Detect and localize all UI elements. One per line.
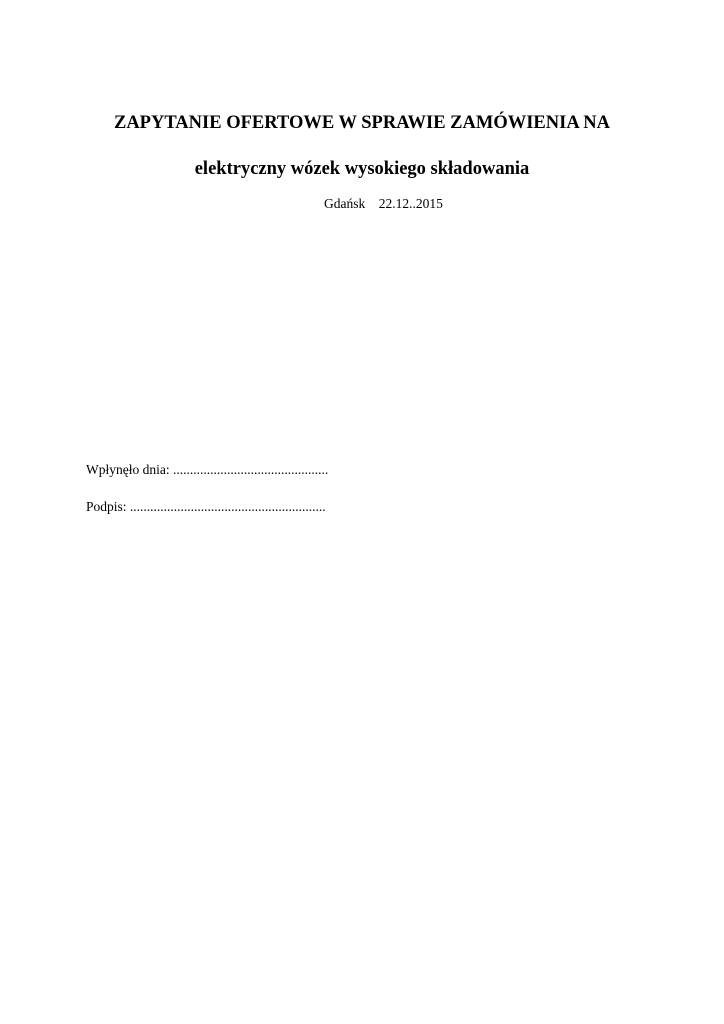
received-label: Wpłynęło dnia:	[86, 462, 170, 477]
place: Gdańsk	[324, 196, 366, 211]
document-title: ZAPYTANIE OFERTOWE W SPRAWIE ZAMÓWIENIA NA	[113, 113, 611, 133]
signature-dots: ..........................................................	[129, 499, 326, 514]
signature-label: Podpis:	[86, 499, 127, 514]
place-and-date	[324, 195, 443, 213]
signature-field	[86, 498, 326, 516]
received-dots: ..............................................	[172, 462, 329, 477]
document-subtitle: elektryczny wózek wysokiego składowania	[194, 159, 530, 179]
date: 22.12..2015	[378, 196, 443, 211]
received-date-field	[86, 461, 328, 479]
